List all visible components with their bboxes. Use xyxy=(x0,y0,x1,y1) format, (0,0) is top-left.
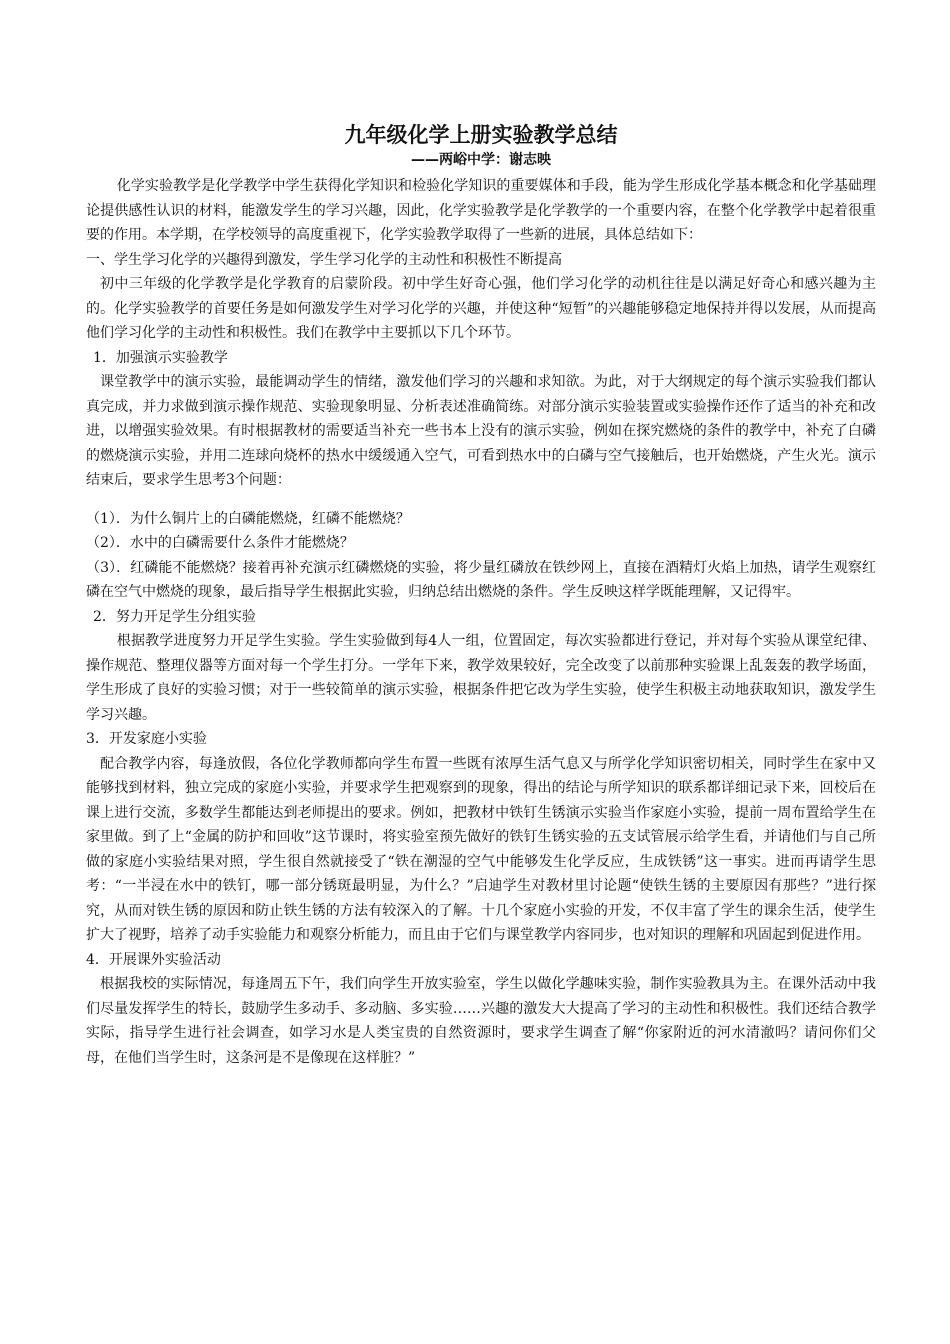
item4-paragraph: 根据我校的实际情况，每逢周五下午，我们向学生开放实验室，学生以做化学趣味实验，制作实验教具为主。在课外活动中我们尽量发挥学生的特长，鼓励学生多动手、多动脑、多实验……兴趣的激发大大提高了学习的主动性和积极性。我们还结合教学实际，指导学生进行社会调查，如学习水是人类宝贵的自然资源时，要求学生调查了解“你家附近的河水清澈吗？请问你们父母，在他们当学生时，这条河是不是像现在这样脏？” xyxy=(86,976,876,1066)
spacer xyxy=(86,493,876,507)
intro-paragraph: 化学实验教学是化学教学中学生获得化学知识和检验化学知识的重要媒体和手段，能为学生形成化学基本概念和化学基础理论提供感性认识的材料，能激发学生的学习兴趣，因此，化学实验教学是化学教学的一个重要内容，在整个化学教学中起着很重要的作用。本学期，在学校领导的高度重视下，化学实验教学取得了一些新的进展，具体总结如下： xyxy=(86,178,876,243)
document-body xyxy=(86,120,876,1070)
author-line: ——两峪中学：谢志映 xyxy=(411,152,551,168)
item4-heading: 4．开展课外实验活动 xyxy=(86,951,221,968)
question-2: （2）．水中的白磷需要什么条件才能燃烧？ xyxy=(86,535,354,551)
question-3: （3）．红磷能不能燃烧？接着再补充演示红磷燃烧的实验，将少量红磷放在铁纱网上，直接在酒精灯火焰上加热，请学生观察红磷在空气中燃烧的现象，最后指导学生根据此实验，归纳总结出燃烧的条件。学生反映这样学既能理解，又记得牢。 xyxy=(86,559,876,600)
item2-heading: 2．努力开足学生分组实验 xyxy=(93,608,256,625)
item3-paragraph: 配合教学内容，每逢放假，各位化学教师都向学生布置一些既有浓厚生活气息又与所学化学知识密切相关，同时学生在家中又能够找到材料，独立完成的家庭小实验，并要求学生把观察到的现象，得出的结论与所学知识的联系都详细记录下来，回校后在课上进行交流，多数学生都能达到老师提出的要求。例如，把教材中铁钉生锈演示实验当作家庭小实验，提前一周布置给学生在家里做。到了上“金属的防护和回收”这节课时，将实验室预先做好的铁钉生锈实验的五支试管展示给学生看，并请他们与自己所做的家庭小实验结果对照，学生很自然就接受了“铁在潮湿的空气中能够发生化学反应，生成铁锈”这一事实。进而再请学生思考：“一半浸在水中的铁钉，哪一部分锈斑最明显，为什么？”启迪学生对教材里讨论题“使铁生锈的主要原因有那些？”进行探究，从而对铁生锈的原因和防止铁生锈的方法有较深入的了解。十几个家庭小实验的开发，不仅丰富了学生的课余生活，使学生扩大了视野，培养了动手实验能力和观察分析能力，而且由于它们与课堂教学内容同步，也对知识的理解和巩固起到促进作用。 xyxy=(86,755,876,943)
item3-heading: 3．开发家庭小实验 xyxy=(86,731,207,747)
document-title: 九年级化学上册实验教学总结 xyxy=(344,123,618,147)
section1-paragraph: 初中三年级的化学教学是化学教育的启蒙阶段。初中学生好奇心强，他们学习化学的动机往往是以满足好奇心和感兴趣为主的。化学实验教学的首要任务是如何激发学生对学习化学的兴趣，并使这种“短暂”的兴趣能够稳定地保持并得以发展，从而提高他们学习化学的主动性和积极性。我们在教学中主要抓以下几个环节。 xyxy=(86,276,876,341)
question-1: （1）．为什么铜片上的白磷能燃烧，红磷不能燃烧？ xyxy=(86,510,410,527)
item1-heading: 1．加强演示实验教学 xyxy=(93,349,228,366)
item2-paragraph: 根据教学进度努力开足学生实验。学生实验做到每4人一组，位置固定，每次实验都进行登记，并对每个实验从课堂纪律、操作规范、整理仪器等方面对每一个学生打分。一学年下来，教学效果较好，完全改变了以前那种实验课上乱轰轰的教学场面，学生形成了良好的实验习惯；对于一些较简单的演示实验，根据条件把它改为学生实验，使学生积极主动地获取知识，激发学生学习兴趣。 xyxy=(86,633,876,723)
section1-heading: 一、学生学习化学的兴趣得到激发，学生学习化学的主动性和积极性不断提高 xyxy=(86,251,562,268)
item1-paragraph: 课堂教学中的演示实验，最能调动学生的情绪，激发他们学习的兴趣和求知欲。为此，对于大纲规定的每个演示实验我们都认真完成，并力求做到演示操作规范、实验现象明显、分析表述准确简练。对部分演示实验装置或实验操作还作了适当的补充和改进，以增强实验效果。有时根据教材的需要适当补充一些书本上没有的演示实验，例如在探究燃烧的条件的教学中，补充了白磷的燃烧演示实验，并用二连球向烧杯的热水中缓缓通入空气，可看到热水中的白磷与空气接触后，也开始燃烧，产生火光。演示结束后，要求学生思考3个问题： xyxy=(86,374,876,488)
